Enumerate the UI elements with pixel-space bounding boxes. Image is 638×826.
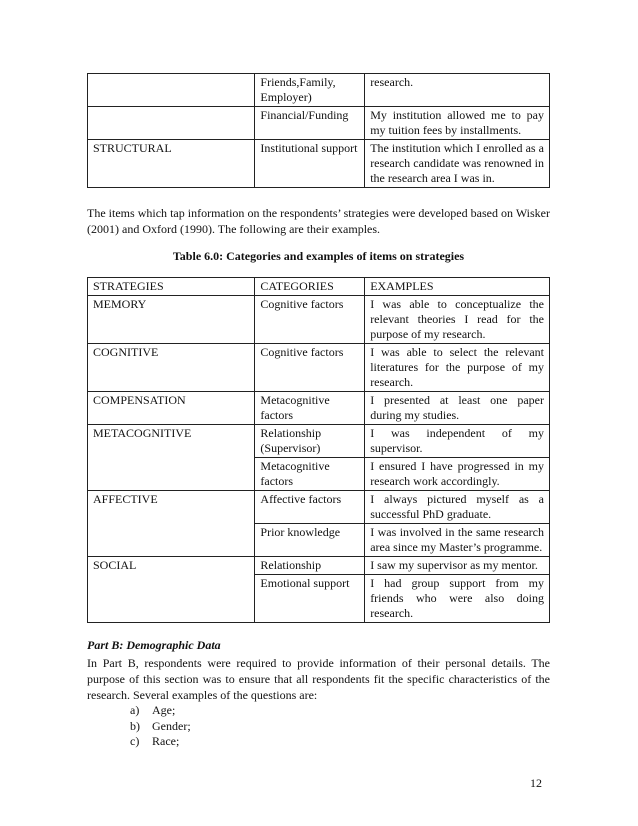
example-cell: My institution allowed me to pay my tuition fees by installments. <box>365 107 550 140</box>
question-list <box>130 703 191 750</box>
table-row <box>88 491 550 524</box>
category-cell: Cognitive factors <box>255 296 365 344</box>
strategy-cell: STRUCTURAL <box>88 140 255 188</box>
example-cell: I had group support from my friends who were also doing research. <box>365 575 550 623</box>
list-marker: b) <box>130 718 140 733</box>
table-row <box>88 425 550 458</box>
list-marker: c) <box>130 734 140 748</box>
category-cell: Financial/Funding <box>255 107 365 140</box>
category-cell: Relationship <box>255 557 365 575</box>
part-b-heading: Part B: Demographic Data <box>87 638 221 652</box>
example-cell: research. <box>365 74 550 107</box>
example-cell: I was independent of my supervisor. <box>365 425 550 458</box>
list-marker: a) <box>130 703 140 717</box>
page-number: 12 <box>530 776 542 790</box>
table-row <box>88 557 550 575</box>
list-item-text: Age; <box>152 703 176 717</box>
category-cell: Affective factors <box>255 491 365 524</box>
header-strategies: STRATEGIES <box>88 278 255 296</box>
category-cell: Prior knowledge <box>255 524 365 557</box>
list-item-text: Gender; <box>152 718 191 733</box>
list-item-text: Race; <box>152 734 180 748</box>
table-header-row <box>88 278 550 296</box>
category-cell: Friends,Family, Employer) <box>255 74 365 107</box>
example-cell: I presented at least one paper during my studies. <box>365 392 550 425</box>
example-cell: I was involved in the same research area since my Master’s programme. <box>365 524 550 557</box>
example-cell: I saw my supervisor as my mentor. <box>365 557 550 575</box>
strategy-cell <box>88 74 255 107</box>
table-row <box>88 140 550 188</box>
table-row <box>88 392 550 425</box>
strategy-cell: COMPENSATION <box>88 392 255 425</box>
intro-paragraph: The items which tap information on the respondents’ strategies were developed based on Wisker (2001) and Oxford (1990). The following are their examples. <box>87 206 550 236</box>
strategy-cell: SOCIAL <box>88 557 255 623</box>
part-b-paragraph: In Part B, respondents were required to provide information of their personal details. The purpose of this section was to ensure that all respondents fit the specific characteristics of the research. Several examples of the questions are: <box>87 656 550 702</box>
example-cell: I was able to select the relevant literatures for the purpose of my research. <box>365 344 550 392</box>
strategy-cell: AFFECTIVE <box>88 491 255 557</box>
table-row <box>88 74 550 107</box>
category-cell: Cognitive factors <box>255 344 365 392</box>
example-cell: The institution which I enrolled as a research candidate was renowned in the research area I was in. <box>365 140 550 188</box>
example-cell: I ensured I have progressed in my research work accordingly. <box>365 458 550 491</box>
strategy-table <box>87 277 550 623</box>
category-cell: Institutional support <box>255 140 365 188</box>
category-cell: Metacognitive factors <box>255 458 365 491</box>
header-categories: CATEGORIES <box>255 278 365 296</box>
table-row <box>88 296 550 344</box>
category-cell: Emotional support <box>255 575 365 623</box>
strategy-cell: MEMORY <box>88 296 255 344</box>
list-item <box>130 734 191 750</box>
table-row <box>88 344 550 392</box>
continued-table <box>87 73 550 188</box>
strategy-cell: METACOGNITIVE <box>88 425 255 491</box>
strategy-cell: COGNITIVE <box>88 344 255 392</box>
strategy-cell <box>88 107 255 140</box>
list-item <box>130 719 191 735</box>
example-cell: I always pictured myself as a successful PhD graduate. <box>365 491 550 524</box>
table-row <box>88 107 550 140</box>
category-cell: Metacognitive factors <box>255 392 365 425</box>
header-examples: EXAMPLES <box>365 278 550 296</box>
list-item <box>130 703 191 719</box>
category-cell: Relationship (Supervisor) <box>255 425 365 458</box>
table-caption: Table 6.0: Categories and examples of items on strategies <box>172 249 465 263</box>
example-cell: I was able to conceptualize the relevant theories I read for the purpose of my research. <box>365 296 550 344</box>
